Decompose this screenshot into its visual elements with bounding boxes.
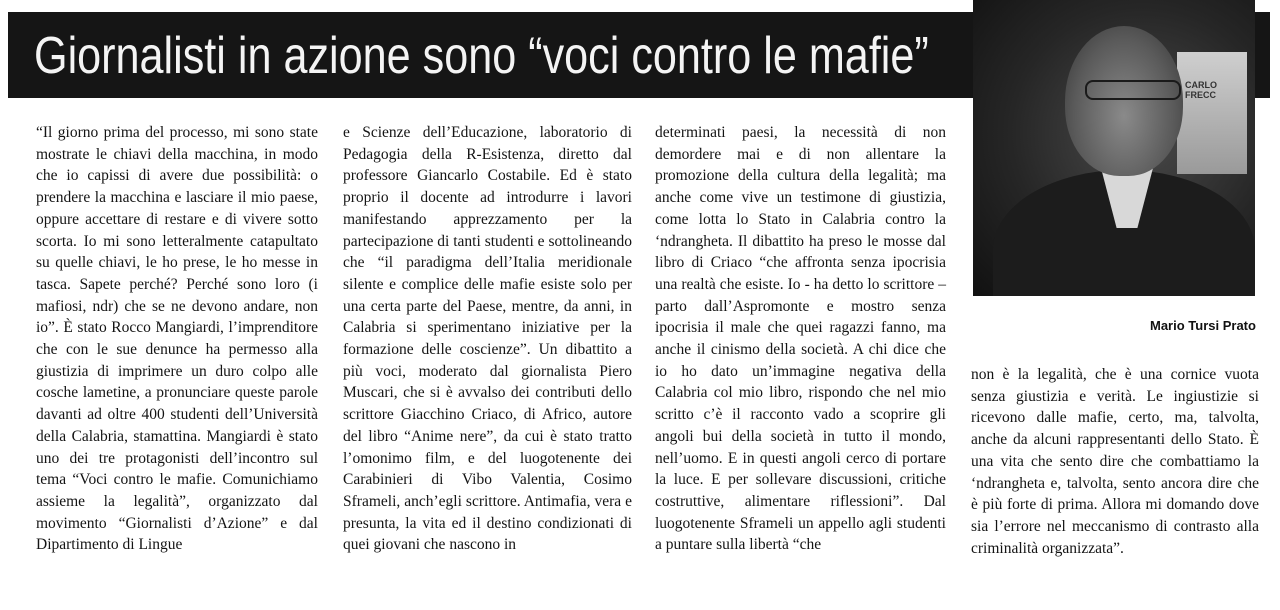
article-column-2: e Scienze dell’Educazione, laboratorio di Pedagogia della R-Esistenza, diretto dal professore Giancarlo Costabile. Ed è stato proprio il docente ad introdurre i lavori manifestando apprezzamento per la partecipazione di tanti studenti e sottolineando che “il paradigma dell’Italia meridionale silente e complice delle mafie esiste solo per una certa parte del Paese, mentre, da anni, in Calabria si sperimentano iniziative per la formazione delle coscienze”. Un dibattito a più voci, moderato dal giornalista Piero Muscari, che si è avvalso dei contributi dello scrittore Giacchino Criaco, di Africo, autore del libro “Anime nere”, da cui è stato tratto l’omonimo film, e del luogotenente dei Carabinieri di Vibo Valentia, Cosimo Sframeli, anch’egli scrittore. Antimafia, vera e presunta, la vita ed il destino condizionati di quei giovani che nascono in <box>343 124 632 554</box>
article-column-3: determinati paesi, la necessità di non demordere mai e di non allentare la promozione della cultura della legalità; ma anche come vive un testimone di giustizia, come lotta lo Stato in Calabria contro la ‘ndrangheta. Il dibattito ha preso le mosse dal libro di Criaco “che affronta senza ipocrisia una realtà che esiste. Io - ha detto lo scrittore – parto dall’Aspromonte e mostro senza ipocrisia il male che quei ragazzi fanno, ma anche il cinismo della società. A chi dice che io ho dato un’immagine negativa della Calabria col mio libro, rispondo che nel mio scritto c’è il racconto vado a scoprire gli angoli bui della società in tutto il mondo, nell’uomo. E in questi angoli cerco di portare la luce. E per sollevare discussioni, critiche costruttive, alimentare riflessioni”. Dal luogotenente Sframeli un appello agli studenti a puntare sulla libertà “che <box>655 124 946 554</box>
background-poster <box>1177 52 1247 174</box>
photo-caption: Mario Tursi Prato <box>1150 318 1256 333</box>
author-photo <box>973 0 1255 296</box>
article-column-4: non è la legalità, che è una cornice vuota senza giustizia e verità. Le ingiustizie si ricevono dalle mafie, certo, ma, talvolta, anche da alcuni rappresentanti dello Stato. È una vita che sento dire che combattiamo la ‘ndrangheta e, talvolta, sento ancora dire che è più forte di prima. Allora mi domando dove sia l’errore nel meccanismo di contrasto alla criminalità organizzata”. <box>971 366 1259 557</box>
article-headline: Giornalisti in azione sono “voci contro le mafie” <box>34 27 929 85</box>
poster-text: CARLO FRECC <box>1185 80 1217 100</box>
photo-person-head <box>1065 26 1183 176</box>
article-column-1: “Il giorno prima del processo, mi sono state mostrate le chiavi della macchina, in modo che io capissi di avere due possibilità: o prendere la macchina e lasciare il mio paese, oppure accettare di restare e di vivere sotto scorta. Io mi sono letteralmente catapultato su quelle chiavi, le ho prese, le ho messe in tasca. Sapete perché? Perché sono loro (i mafiosi, ndr) che se ne devono andare, non io”. È stato Rocco Mangiardi, l’imprenditore che con le sue denunce ha permesso alla giustizia di imprimere un duro colpo alle cosche lametine, a pronunciare queste parole davanti ad oltre 400 studenti dell’Università della Calabria, stamattina. Mangiardi è stato uno dei tre protagonisti dell’incontro sul tema “Voci contro le mafie. Comunichiamo assieme la legalità”, organizzato dal movimento “Giornalisti d’Azione” e dal Dipartimento di Lingue <box>36 124 318 554</box>
photo-person-glasses <box>1085 80 1181 100</box>
